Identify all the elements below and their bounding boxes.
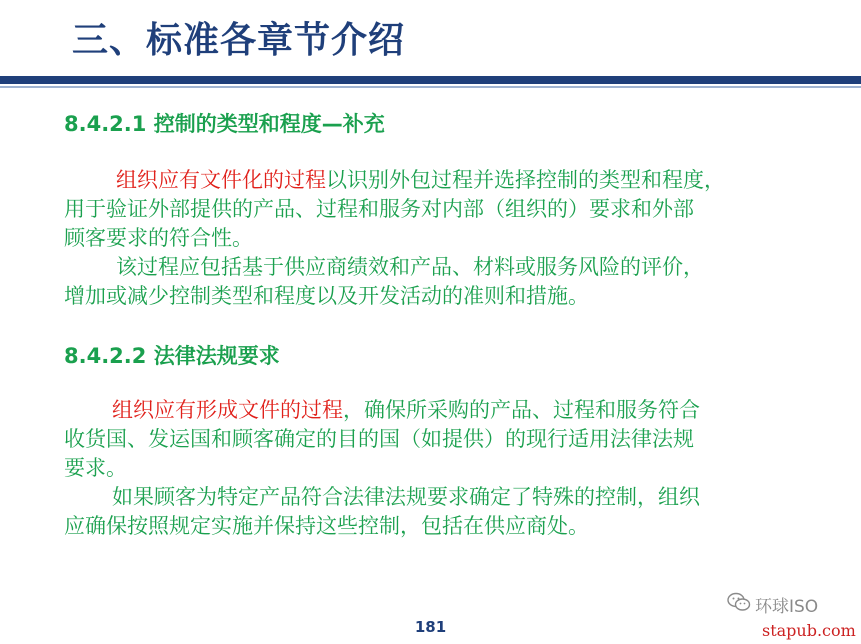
- paragraph-line: 收货国、发运国和顾客确定的目的国（如提供）的现行适用法律法规: [64, 427, 694, 451]
- paragraph-line: [64, 166, 824, 195]
- paragraph-line: 增加或减少控制类型和程度以及开发活动的准则和措施。: [64, 284, 589, 308]
- section2-paragraph-2: [64, 483, 824, 541]
- paragraph-line: 如果顾客为特定产品符合法律法规要求确定了特殊的控制，组织: [112, 485, 700, 509]
- highlight-text: 组织应有文件化的过程: [116, 168, 326, 192]
- watermark-brand: 环球ISO: [755, 597, 819, 617]
- title-divider: [0, 76, 861, 84]
- paragraph-text: 以识别外包过程并选择控制的类型和程度，: [326, 168, 725, 192]
- paragraph-line: 应确保按照规定实施并保持这些控制，包括在供应商处。: [64, 514, 589, 538]
- watermark: [727, 592, 818, 617]
- paragraph-text: ，确保所采购的产品、过程和服务符合: [343, 398, 700, 422]
- wechat-icon: [727, 592, 751, 617]
- paragraph-line: 要求。: [64, 456, 127, 480]
- section2-paragraph-1: [64, 396, 824, 483]
- paragraph-line: 用于验证外部提供的产品、过程和服务对内部（组织的）要求和外部: [64, 197, 694, 221]
- watermark-url: stapub.com: [762, 621, 856, 640]
- section1-paragraph-1: [64, 166, 824, 253]
- page-number: 181: [414, 618, 447, 636]
- title-divider-thin: [0, 86, 861, 88]
- section1-paragraph-2: [64, 253, 824, 311]
- highlight-text: 组织应有形成文件的过程: [112, 398, 343, 422]
- paragraph-line: 该过程应包括基于供应商绩效和产品、材料或服务风险的评价，: [116, 255, 704, 279]
- paragraph-line: [64, 396, 824, 425]
- section-heading-8-4-2-2: 8.4.2.2 法律法规要求: [64, 344, 280, 368]
- section-heading-8-4-2-1: 8.4.2.1 控制的类型和程度—补充: [64, 112, 385, 136]
- slide-title: 三、标准各章节介绍: [72, 20, 406, 61]
- paragraph-line: 顾客要求的符合性。: [64, 226, 253, 250]
